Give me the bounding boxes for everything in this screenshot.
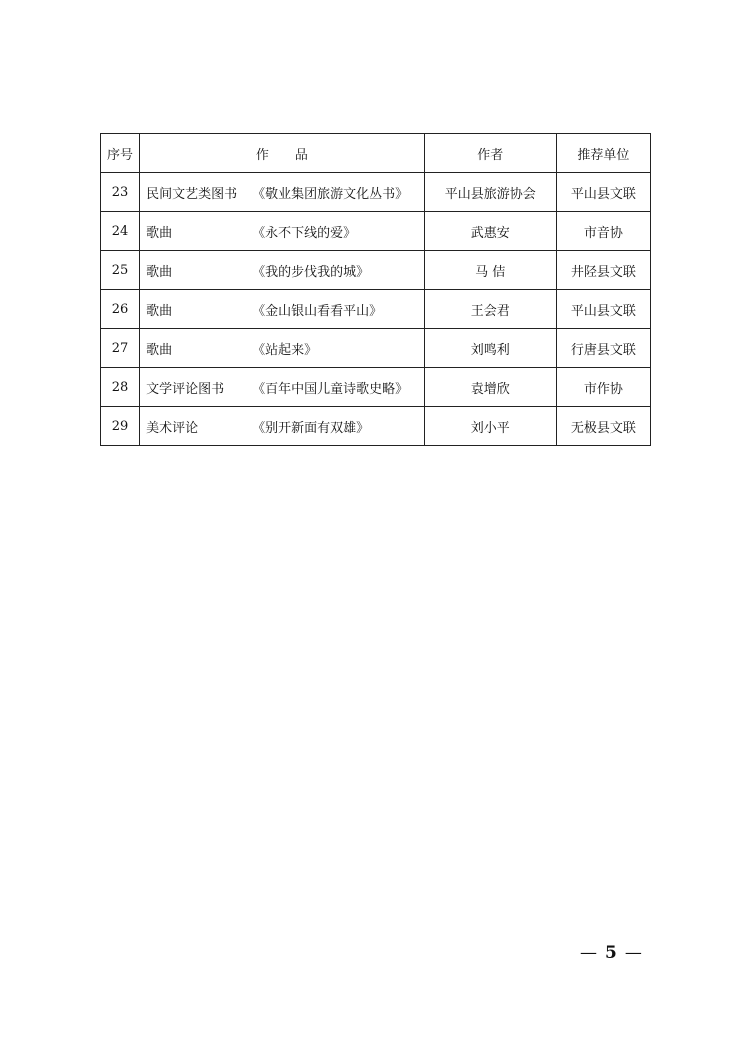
header-seq: 序号 <box>101 134 140 173</box>
cell-unit: 平山县文联 <box>556 290 650 329</box>
work-title: 《我的步伐我的城》 <box>252 264 370 280</box>
cell-seq: 26 <box>101 290 140 329</box>
cell-work <box>140 251 425 290</box>
page-dash-left: — <box>580 943 599 963</box>
work-title: 《永不下线的爱》 <box>252 225 357 241</box>
cell-seq: 28 <box>101 368 140 407</box>
cell-author: 刘鸣利 <box>424 329 556 368</box>
table-row <box>101 329 651 368</box>
page-dash-right: — <box>624 943 644 963</box>
work-category: 美术评论 <box>146 420 199 436</box>
work-title: 《敬业集团旅游文化丛书》 <box>252 186 409 202</box>
work-category: 歌曲 <box>146 303 173 319</box>
table-row <box>101 290 651 329</box>
header-work: 作 品 <box>140 134 425 173</box>
work-category: 歌曲 <box>146 264 173 280</box>
cell-seq: 27 <box>101 329 140 368</box>
cell-work <box>140 407 425 446</box>
work-title: 《站起来》 <box>252 342 318 358</box>
award-list-table <box>100 133 651 446</box>
cell-work <box>140 329 425 368</box>
table-row <box>101 173 651 212</box>
cell-author: 刘小平 <box>424 407 556 446</box>
cell-work <box>140 212 425 251</box>
cell-work <box>140 290 425 329</box>
cell-unit: 平山县文联 <box>556 173 650 212</box>
cell-unit: 市作协 <box>556 368 650 407</box>
cell-unit: 行唐县文联 <box>556 329 650 368</box>
cell-unit: 市音协 <box>556 212 650 251</box>
cell-author: 袁增欣 <box>424 368 556 407</box>
cell-work <box>140 173 425 212</box>
cell-seq: 23 <box>101 173 140 212</box>
header-author: 作者 <box>424 134 556 173</box>
page-number-footer <box>580 943 644 963</box>
cell-seq: 25 <box>101 251 140 290</box>
cell-unit: 井陉县文联 <box>556 251 650 290</box>
work-category: 歌曲 <box>146 225 173 241</box>
cell-seq: 29 <box>101 407 140 446</box>
work-category: 文学评论图书 <box>146 381 225 397</box>
page-number: 5 <box>605 943 619 963</box>
table-row <box>101 368 651 407</box>
table-row <box>101 407 651 446</box>
cell-unit: 无极县文联 <box>556 407 650 446</box>
cell-author: 武惠安 <box>424 212 556 251</box>
table-row <box>101 251 651 290</box>
table-row <box>101 212 651 251</box>
cell-author: 平山县旅游协会 <box>424 173 556 212</box>
work-title: 《金山银山看看平山》 <box>252 303 383 319</box>
cell-author: 王会君 <box>424 290 556 329</box>
cell-author: 马 佶 <box>424 251 556 290</box>
work-title: 《别开新面有双雄》 <box>252 420 370 436</box>
cell-work <box>140 368 425 407</box>
header-unit: 推荐单位 <box>556 134 650 173</box>
work-category: 歌曲 <box>146 342 173 358</box>
cell-seq: 24 <box>101 212 140 251</box>
table-header-row <box>101 134 651 173</box>
work-title: 《百年中国儿童诗歌史略》 <box>252 381 409 397</box>
work-category: 民间文艺类图书 <box>146 186 238 202</box>
